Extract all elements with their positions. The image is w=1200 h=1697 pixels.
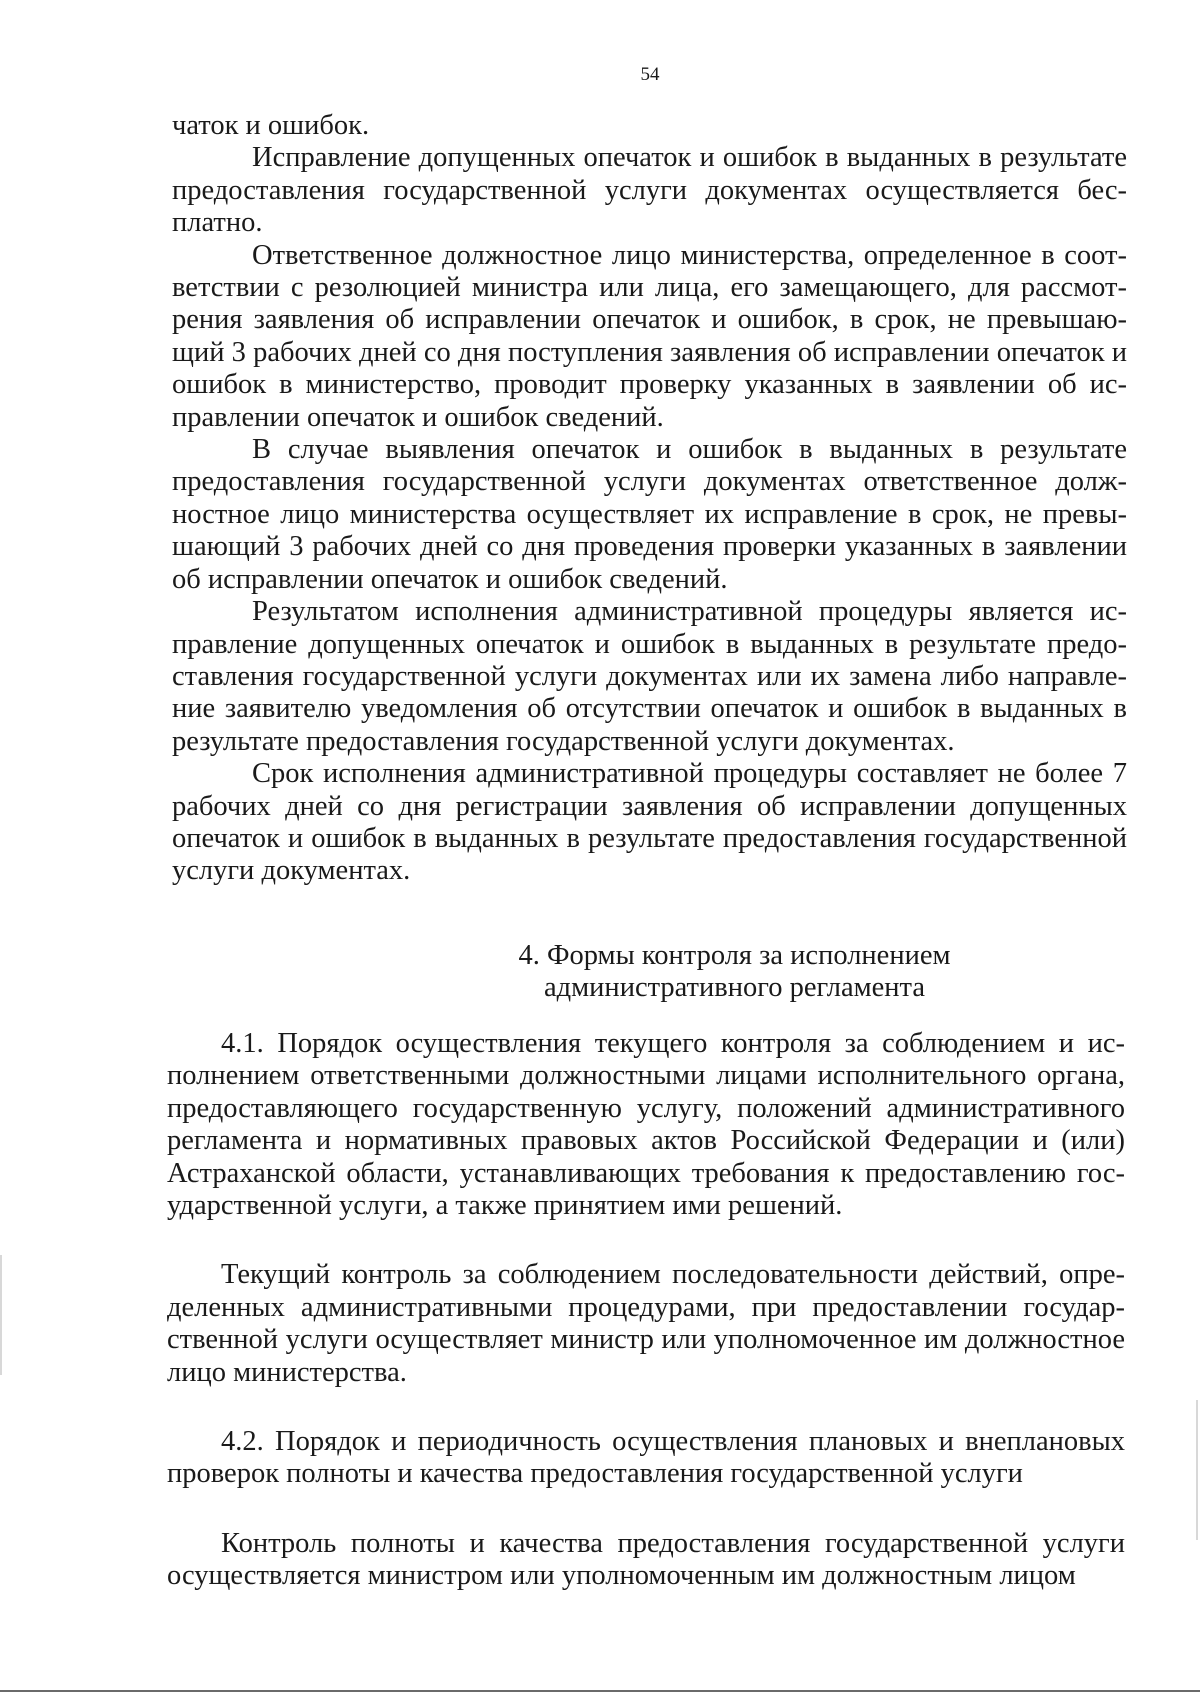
- paragraph: Срок исполнения административной процедуры составляет не более 7 рабочих дней со дня регистрации заявления об исправлении допущенных опечаток и ошибок в выданных в результате предоставления государственной услуги документах.: [172, 758, 1127, 887]
- document-body: [172, 110, 1127, 1052]
- paragraph: В случае выявления опечаток и ошибок в выданных в результате предоставления государственной услуги документах ответственное должностное лицо министерства осуществляет их исправление в срок, не превышающий 3 рабочих дней со дня проведения проверки указанных в заявлении об исправлении опечаток и ошибок сведений.: [172, 434, 1127, 595]
- page-number: 54: [640, 64, 660, 85]
- scan-edge-mark: [0, 1255, 2, 1375]
- subsection-paragraph: 4.1. Порядок осуществления текущего контроля за соблюдением и исполнением ответственными должностными лицами исполнительного органа, предоставляющего государственную услугу, положений административного регламента и нормативных правовых актов Российской Федерации и (или) Астраханской области, устанавливающих требования к предоставлению государственной услуги, а также принятием ими решений.: [167, 1028, 1125, 1222]
- paragraph: Результатом исполнения административной процедуры является исправление допущенных опечаток и ошибок в выданных в результате предоставления государственной услуги документах или их замена либо направление заявителю уведомления об отсутствии опечаток и ошибок в выданных в результате предоставления государственной услуги документах.: [172, 596, 1127, 757]
- section-heading-line: 4. Формы контроля за исполнением: [518, 939, 951, 971]
- section-heading: [342, 940, 1127, 1004]
- scan-bottom-edge: [0, 1690, 1200, 1692]
- paragraph: Ответственное должностное лицо министерства, определенное в соответствии с резолюцией министра или лица, его замещающего, для рассмотрения заявления об исправлении опечаток и ошибок, в срок, не превышающий 3 рабочих дней со дня поступления заявления об исправлении опечаток и ошибок в министерство, проводит проверку указанных в заявлении об исправлении опечаток и ошибок сведений.: [172, 239, 1127, 433]
- section-body: [167, 1028, 1125, 1593]
- paragraph: Исправление допущенных опечаток и ошибок в выданных в результате предоставления государственной услуги документах осуществляется бесплатно.: [172, 142, 1127, 239]
- paragraph: Текущий контроль за соблюдением последовательности действий, определенных административными процедурами, при предоставлении государственной услуги осуществляет министр или уполномоченное им должностное лицо министерства.: [167, 1259, 1125, 1388]
- paragraph: Контроль полноты и качества предоставления государственной услуги осуществляется министром или уполномоченным им должностным лицом: [167, 1527, 1125, 1592]
- subsection-title: 4.2. Порядок и периодичность осуществления плановых и внеплановых проверок полноты и качества предоставления государственной услуги: [167, 1426, 1125, 1490]
- scan-edge-mark: [1196, 1400, 1198, 1540]
- paragraph-continuation: чаток и ошибок.: [172, 110, 370, 141]
- section-heading-line: административного регламента: [544, 971, 925, 1003]
